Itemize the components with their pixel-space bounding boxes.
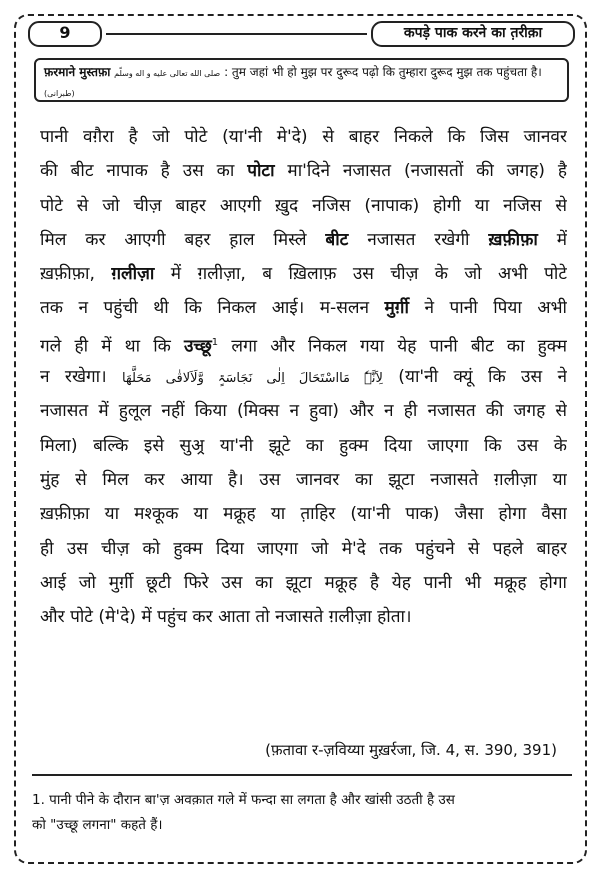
text-span: की बीट नापाक है उस का <box>40 161 248 182</box>
text-span: لِاَنَّہٗ مَااسْتَحَالَ اِلٰی نَجَاسَۃٍ وَّلَاَلاقٰی مَحَلَّھَا <box>122 371 383 387</box>
text-span: में ग़लीज़ा, ब ख़िलाफ़ उस चीज़ के जो अभी पोटे <box>154 264 567 285</box>
text-span: 1 <box>211 336 219 348</box>
hadith-text: : तुम जहां भी हो मुझ पर दुरूद पढ़ो कि तुम्हारा दुरूद मुझ तक पहुंचता है। <box>224 65 542 79</box>
header-rule <box>106 33 367 35</box>
hadith-box <box>34 58 569 102</box>
text-span: ने पानी पिया अभी <box>408 298 567 319</box>
page-header <box>28 22 575 46</box>
text-span: मिल कर आएगी बहर ह़ाल मिस्ले <box>40 229 326 250</box>
text-span: ग़लीज़ा <box>111 264 155 285</box>
text-span: बीट <box>325 229 349 250</box>
text-span: आई जो मुर्ग़ी छूटी फिरे उस का झूटा मक्रूह है येह पानी भी मक्रूह होगा <box>40 572 567 593</box>
text-span: ख़फ़ीफ़ा या मश्कूक या मक्रूह या त़ाहिर (या'नी पाक) जैसा होगा वैसा <box>40 504 567 525</box>
footnote <box>32 788 572 838</box>
citation: (फ़तावा र-ज़विय्या मुख़र्रजा, जि. 4, स. 390, 391) <box>265 741 557 759</box>
text-span: और पोटे (मे'दे) में पहुंच कर आता तो नजासते ग़लीज़ा होता। <box>40 607 412 628</box>
text-line <box>40 394 567 428</box>
text-line <box>40 326 567 360</box>
salutation-text: صلى الله تعالى عليه و اله وسلّم <box>114 69 221 78</box>
footnote-line: को "उच्छू लगना" कहते हैं। <box>32 817 163 833</box>
text-span: पानी वग़ैरा है जो पोटे (या'नी मे'दे) से बाहर निकले कि जिस जानवर <box>40 127 567 147</box>
text-span: मा'दिने नजासत (नजासतों की जगह) है <box>274 161 567 182</box>
text-span: गले ही में था कि <box>40 336 184 357</box>
text-line <box>40 600 567 634</box>
text-line <box>40 360 567 394</box>
text-line <box>40 189 567 223</box>
text-line <box>40 463 567 497</box>
text-span: तक न पहुंची थी कि निकल आई। म-सलन <box>40 298 385 319</box>
text-span: में <box>537 229 567 250</box>
text-line <box>40 566 567 600</box>
text-line <box>40 120 567 154</box>
text-line <box>40 497 567 531</box>
text-span: उच्छू <box>184 336 212 357</box>
text-line <box>40 223 567 257</box>
text-span: ही उस चीज़ को हुक्म दिया जाएगा जो मे'दे तक पहुंचने से पहले बाहर <box>40 538 567 559</box>
text-line <box>40 429 567 463</box>
text-span: न रखेगा। <box>40 367 123 388</box>
text-span: ख़फ़ीफ़ा <box>488 229 538 250</box>
chapter-title: कपड़े पाक करने का त़रीक़ा <box>371 21 575 47</box>
text-span: मुंह से मिल कर आया है। उस जानवर का झूटा नजासते ग़लीज़ा या <box>40 469 567 490</box>
text-line <box>40 154 567 188</box>
text-span: नजासत रखेगी <box>348 229 489 250</box>
text-span: पोटे से जो चीज़ बाहर आएगी ख़ुद नजिस (नापाक) होगी या नजिस से <box>40 195 567 216</box>
main-text <box>40 120 567 634</box>
footnote-rule <box>32 774 572 776</box>
text-span: नजासत में हुलूल नहीं किया (मिक्स न हुवा) और न ही नजासत की जगह से <box>40 401 567 422</box>
page-number: 9 <box>28 21 102 47</box>
hadith-heading: फ़रमाने मुस्तफ़ा <box>44 65 111 79</box>
hadith-source: (طبرانی) <box>44 89 75 98</box>
text-line <box>40 257 567 291</box>
text-span: ख़फ़ीफ़ा, <box>40 264 112 285</box>
text-span: लगा और निकल गया येह पानी बीट का हुक्म <box>218 336 567 357</box>
text-span: मुर्ग़ी <box>384 298 409 319</box>
text-line <box>40 532 567 566</box>
text-line <box>40 291 567 325</box>
text-span: मिला) बल्कि इसे सुअ्र या'नी झूटे का हुक्म दिया जाएगा कि उस के <box>40 435 567 456</box>
text-span: (या'नी क्यूं कि उस ने <box>382 367 567 388</box>
footnote-line: 1. पानी पीने के दौरान बा'ज़ अवक़ात गले में फन्दा सा लगता है और खांसी उठती है उस <box>32 792 455 808</box>
text-span: पोटा <box>247 161 275 182</box>
